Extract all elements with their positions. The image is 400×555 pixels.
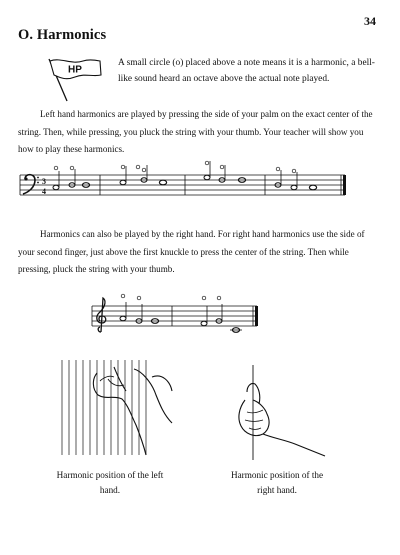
treble-harmonic-notes-m1 xyxy=(120,294,142,323)
treble-staff-music xyxy=(92,292,262,342)
intro-text: A small circle (o) placed above a note means it is a harmonic, a bell-like sound heard an octave above the actual note played. xyxy=(118,58,375,84)
paragraph-right-hand: Harmonics can also be played by the right hand. For right hand harmonics use the side of your second finger, just above the first knuckle to press the center of the string. Then while pressing, pluck the string with your thumb. xyxy=(18,229,365,274)
paragraph-left-hand: Left hand harmonics are played by pressing the side of your palm on the exact center of the string. Then, while pressing, you pluck the string with your thumb. Your teacher will show you how to play these harmonics. xyxy=(18,109,373,154)
harmonic-notes-m3 xyxy=(204,161,225,182)
page-number: 34 xyxy=(364,14,376,28)
section-title: O. Harmonics xyxy=(18,27,107,43)
svg-text:4: 4 xyxy=(42,187,46,196)
flag-label: HP xyxy=(68,64,82,76)
bass-clef-icon xyxy=(23,175,39,194)
svg-text:3: 3 xyxy=(42,177,46,186)
caption-right-hand: Harmonic position of the right hand. xyxy=(230,470,324,495)
treble-clef-icon xyxy=(97,298,106,332)
harmonic-notes-m4 xyxy=(275,167,297,190)
right-hand-harmonic-illustration xyxy=(215,360,345,465)
bass-staff-music xyxy=(20,165,366,205)
whole-note-m4 xyxy=(309,185,316,190)
harmonic-notes-m1 xyxy=(53,166,75,190)
hp-flag-icon xyxy=(45,55,105,105)
left-hand-harmonic-illustration xyxy=(52,355,192,460)
whole-note-m2 xyxy=(159,180,166,185)
caption-left-hand: Harmonic position of the left hand. xyxy=(56,470,164,495)
